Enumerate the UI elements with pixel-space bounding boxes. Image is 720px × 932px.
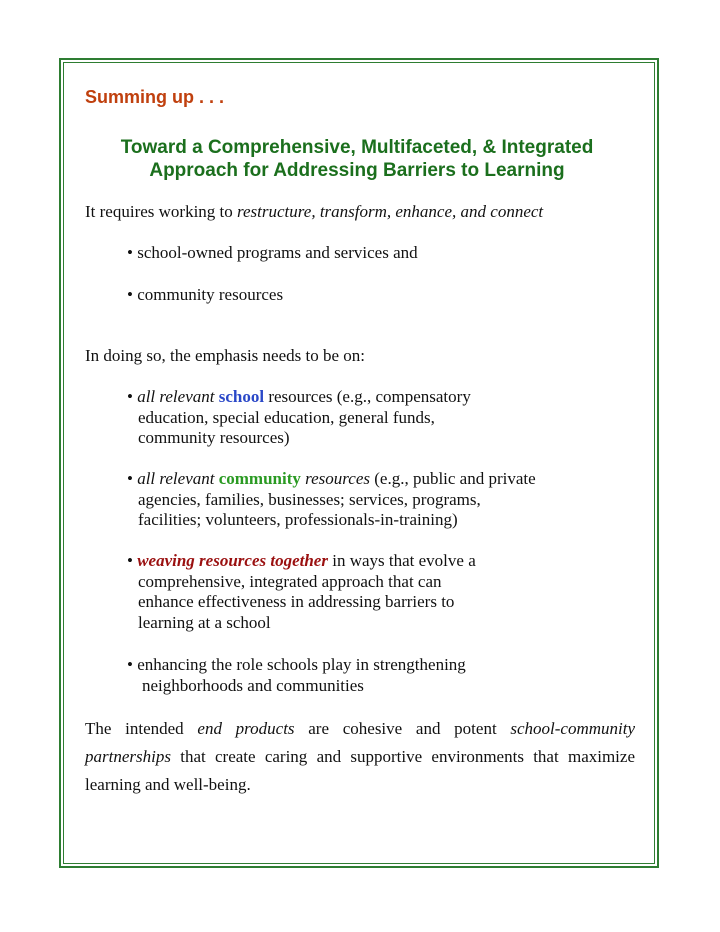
bullet-dot: • bbox=[127, 551, 138, 570]
closing-paragraph bbox=[85, 715, 635, 799]
bullet-line-2: neighborhoods and communities bbox=[142, 675, 364, 695]
closing-part-1: The intended bbox=[85, 719, 198, 738]
emphasis-intro: In doing so, the emphasis needs to be on: bbox=[85, 346, 365, 365]
title-line-2: Approach for Addressing Barriers to Learning bbox=[149, 160, 565, 181]
bullet-text: (e.g., public and private bbox=[369, 469, 536, 488]
closing-end-products: end products bbox=[197, 719, 295, 738]
closing-partnerships: school-community partnerships bbox=[85, 719, 636, 766]
bullet-line-4: learning at a school bbox=[138, 612, 271, 632]
bullet-italic-lead: all relevant bbox=[137, 469, 215, 488]
bullet-school-resources bbox=[127, 387, 471, 449]
weaving-keyword: weaving resources together bbox=[137, 551, 328, 570]
bullet-line-3: facilities; volunteers, professionals-in-training) bbox=[138, 510, 458, 529]
community-keyword: community bbox=[218, 469, 301, 488]
bullet-dot: • bbox=[127, 469, 138, 488]
bullet-italic-lead: all relevant bbox=[137, 387, 215, 406]
bullet-dot: • bbox=[127, 387, 138, 406]
bullet-community-resources bbox=[127, 469, 536, 531]
bullet-italic-resources: resources bbox=[305, 469, 370, 488]
bullet-text: resources (e.g., compensatory bbox=[264, 387, 471, 406]
intro-emphasis: restructure, transform, enhance, and connect bbox=[237, 202, 544, 221]
summing-up-label: Summing up . . . bbox=[85, 87, 224, 107]
bullet-line-3: enhance effectiveness in addressing barriers to bbox=[138, 592, 455, 611]
bullet-line-2: education, special education, general funds, bbox=[138, 407, 435, 427]
school-keyword: school bbox=[218, 387, 265, 406]
page-title bbox=[70, 136, 644, 182]
closing-part-2: are cohesive and potent bbox=[294, 719, 511, 738]
closing-part-3: that create caring and supportive environments that maximize learning and well-being. bbox=[85, 747, 635, 794]
bullet-weaving-resources bbox=[127, 551, 476, 633]
title-line-1: Toward a Comprehensive, Multifaceted, & Integrated bbox=[120, 137, 594, 158]
bullet-line-1: • enhancing the role schools play in strengthening bbox=[127, 655, 466, 674]
bullet-line-2: agencies, families, businesses; services, programs, bbox=[138, 489, 481, 509]
bullet-strengthening-neighborhoods bbox=[127, 655, 466, 696]
intro-bullet-school-programs: • school-owned programs and services and bbox=[127, 243, 418, 262]
bullet-line-2: comprehensive, integrated approach that can bbox=[138, 571, 442, 591]
intro-paragraph bbox=[85, 201, 543, 222]
bullet-line-3: community resources) bbox=[138, 428, 290, 447]
intro-bullet-community-resources: • community resources bbox=[127, 285, 284, 304]
intro-prefix: It requires working to bbox=[85, 202, 238, 221]
bullet-text: in ways that evolve a bbox=[327, 551, 476, 570]
